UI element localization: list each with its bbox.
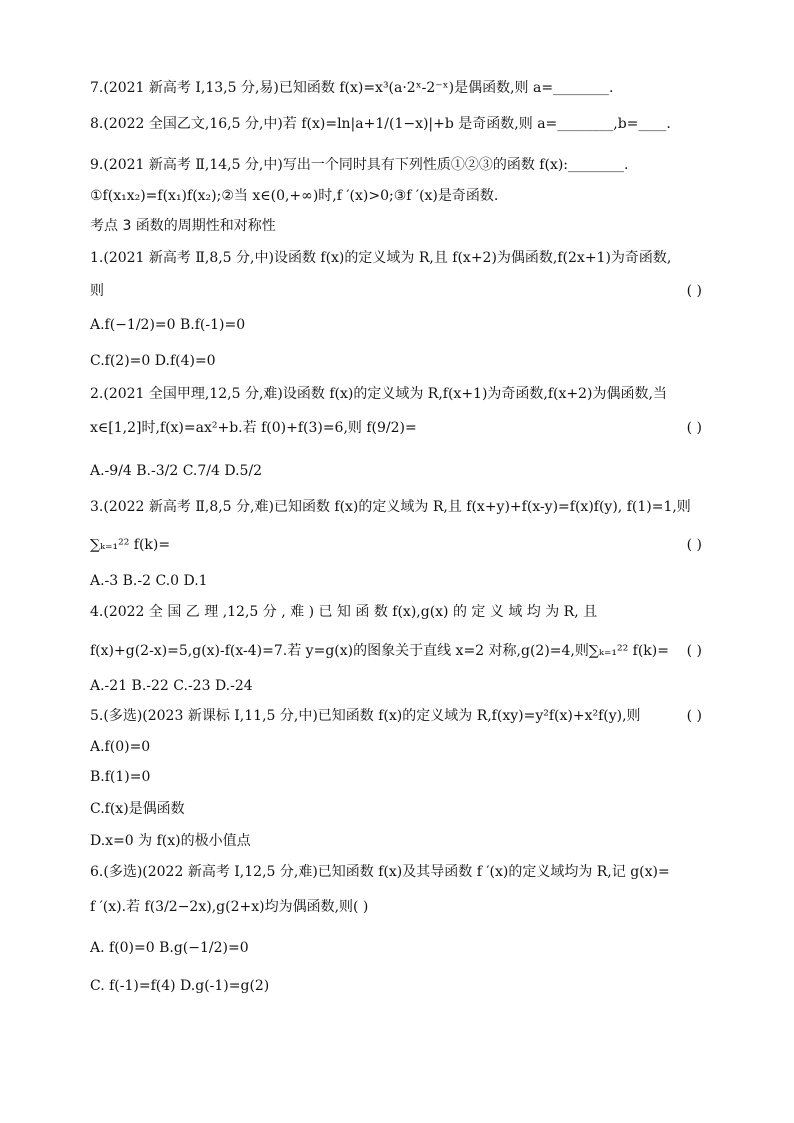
line-p1b: 则 bbox=[90, 283, 104, 299]
line-q8: 8.(2022 全国乙文,16,5 分,中)若 f(x)=ln|a+1/(1−x)|+b 是奇函数,则 a=________,b=____. bbox=[90, 116, 671, 132]
answer-paren-par3: ( ) bbox=[686, 537, 702, 553]
answer-paren-par5: ( ) bbox=[686, 708, 702, 724]
answer-paren-par1: ( ) bbox=[686, 283, 702, 299]
line-p1opt1: A.f(−1/2)=0 B.f(-1)=0 bbox=[90, 317, 246, 333]
line-p4opt: A.-21 B.-22 C.-23 D.-24 bbox=[90, 678, 253, 694]
answer-paren-par2: ( ) bbox=[686, 420, 702, 436]
line-p6b: f ′(x).若 f(3/2−2x),g(2+x)均为偶函数,则( ) bbox=[90, 899, 369, 915]
line-p1a: 1.(2021 新高考 Ⅱ,8,5 分,中)设函数 f(x)的定义域为 R,且 f(x+2)为偶函数,f(2x+1)为奇函数, bbox=[90, 250, 672, 266]
line-p3a: 3.(2022 新高考 Ⅱ,8,5 分,难)已知函数 f(x)的定义域为 R,且 f(x+y)+f(x-y)=f(x)f(y), f(1)=1,则 bbox=[90, 499, 691, 515]
line-p4b: f(x)+g(2-x)=5,g(x)-f(x-4)=7.若 y=g(x)的图象关于直线 x=2 对称,g(2)=4,则∑ₖ₌₁²² f(k)= bbox=[90, 643, 669, 659]
line-q7: 7.(2021 新高考 Ⅰ,13,5 分,易)已知函数 f(x)=x³(a·2ˣ-2⁻ˣ)是偶函数,则 a=________. bbox=[90, 80, 614, 96]
line-p5A: A.f(0)=0 bbox=[90, 739, 151, 755]
line-p3opt: A.-3 B.-2 C.0 D.1 bbox=[90, 573, 208, 589]
line-q9a: 9.(2021 新高考 Ⅱ,14,5 分,中)写出一个同时具有下列性质①②③的函数 f(x):________. bbox=[90, 157, 629, 173]
line-p6a: 6.(多选)(2022 新高考 Ⅰ,12,5 分,难)已知函数 f(x)及其导函数 f ′(x)的定义域均为 R,记 g(x)= bbox=[90, 864, 670, 880]
line-p5D: D.x=0 为 f(x)的极小值点 bbox=[90, 833, 251, 849]
line-p5a: 5.(多选)(2023 新课标 Ⅰ,11,5 分,中)已知函数 f(x)的定义域为 R,f(xy)=y²f(x)+x²f(y),则 bbox=[90, 708, 641, 724]
line-p6opt1: A. f(0)=0 B.g(−1/2)=0 bbox=[90, 940, 249, 956]
line-q9b: ①f(x₁x₂)=f(x₁)f(x₂);②当 x∈(0,+∞)时,f ′(x)>0;③f ′(x)是奇函数. bbox=[90, 188, 499, 204]
line-p5C: C.f(x)是偶函数 bbox=[90, 801, 185, 817]
line-p6opt2: C. f(-1)=f(4) D.g(-1)=g(2) bbox=[90, 978, 270, 994]
line-p1opt2: C.f(2)=0 D.f(4)=0 bbox=[90, 353, 216, 369]
line-p5B: B.f(1)=0 bbox=[90, 769, 151, 785]
line-p2b: x∈[1,2]时,f(x)=ax²+b.若 f(0)+f(3)=6,则 f(9/2)= bbox=[90, 420, 417, 436]
line-p4a: 4.(2022 全 国 乙 理 ,12,5 分 , 难 ) 已 知 函 数 f(x),g(x) 的 定 义 域 均 为 R, 且 bbox=[90, 604, 598, 620]
line-p3b: ∑ₖ₌₁²² f(k)= bbox=[90, 537, 171, 553]
line-p2a: 2.(2021 全国甲理,12,5 分,难)设函数 f(x)的定义域为 R,f(x+1)为奇函数,f(x+2)为偶函数,当 bbox=[90, 386, 667, 402]
line-sect3: 考点 3 函数的周期性和对称性 bbox=[90, 218, 276, 234]
line-p2opt: A.-9/4 B.-3/2 C.7/4 D.5/2 bbox=[90, 463, 263, 479]
answer-paren-par4: ( ) bbox=[686, 643, 702, 659]
